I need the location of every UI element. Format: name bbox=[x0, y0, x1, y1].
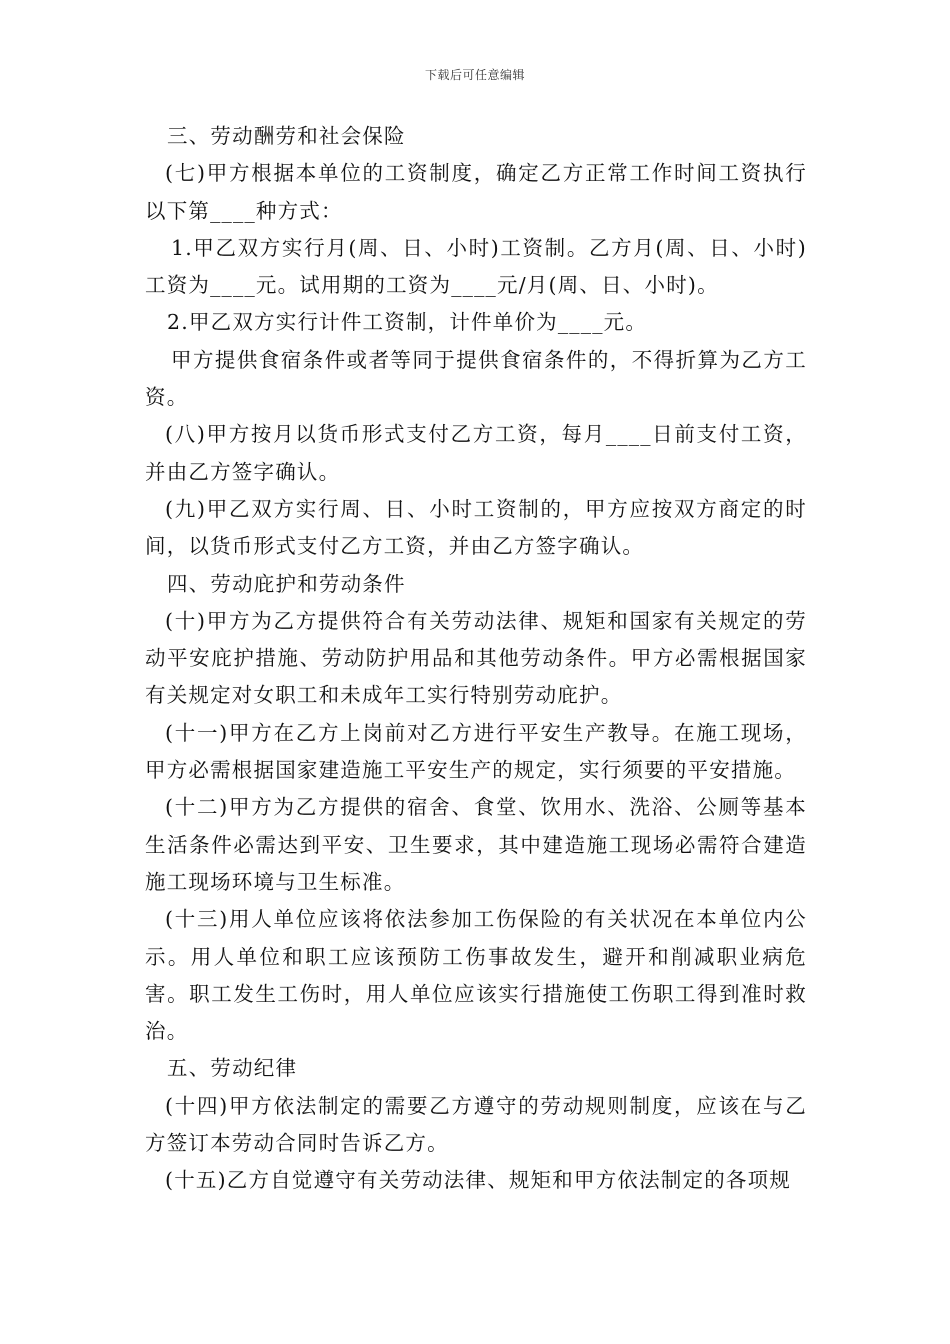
section-heading: 五、劳动纪律 bbox=[167, 1056, 298, 1081]
page-header: 下载后可任意编辑 bbox=[424, 68, 525, 82]
clause-paragraph: (十二)甲方为乙方提供的宿舍、食堂、饮用水、洗浴、公厕等基本生活条件必需达到平安、卫生要求，其中建造施工现场必需符合建造施工现场环境与卫生标准。 bbox=[145, 795, 807, 894]
clause-paragraph: (七)甲方根据本单位的工资制度，确定乙方正常工作时间工资执行以下第____种方式： bbox=[145, 161, 807, 223]
clause-paragraph: (十五)乙方自觉遵守有关劳动法律、规矩和甲方依法制定的各项规 bbox=[165, 1168, 791, 1193]
clause-paragraph: (十)甲方为乙方提供符合有关劳动法律、规矩和国家有关规定的劳动平安庇护措施、劳动防护用品和其他劳动条件。甲方必需根据国家有关规定对女职工和未成年工实行特别劳动庇护。 bbox=[145, 608, 807, 708]
clause-paragraph: 甲方提供食宿条件或者等同于提供食宿条件的，不得折算为乙方工资。 bbox=[145, 347, 807, 410]
clause-paragraph: 1.甲乙双方实行月(周、日、小时)工资制。乙方月(周、日、小时)工资为____元。试用期的工资为____元/月(周、日、小时)。 bbox=[145, 235, 807, 298]
clause-paragraph: 2.甲乙双方实行计件工资制，计件单价为____元。 bbox=[167, 310, 648, 335]
section-heading: 四、劳动庇护和劳动条件 bbox=[167, 571, 406, 596]
clause-paragraph: (十一)甲方在乙方上岗前对乙方进行平安生产教导。在施工现场，甲方必需根据国家建造施工平安生产的规定，实行须要的平安措施。 bbox=[145, 720, 807, 783]
clause-paragraph: (八)甲方按月以货币形式支付乙方工资，每月____日前支付工资，并由乙方签字确认。 bbox=[145, 422, 807, 484]
document-body bbox=[145, 118, 807, 1200]
clause-paragraph: (九)甲乙双方实行周、日、小时工资制的，甲方应按双方商定的时间，以货币形式支付乙方工资，并由乙方签字确认。 bbox=[145, 496, 807, 559]
clause-paragraph: (十三)用人单位应该将依法参加工伤保险的有关状况在本单位内公示。用人单位和职工应该预防工伤事故发生，避开和削减职业病危害。职工发生工伤时，用人单位应该实行措施使工伤职工得到准时救治。 bbox=[145, 907, 807, 1044]
clause-paragraph: (十四)甲方依法制定的需要乙方遵守的劳动规则制度，应该在与乙方签订本劳动合同时告诉乙方。 bbox=[145, 1093, 807, 1156]
section-heading: 三、劳动酬劳和社会保险 bbox=[167, 124, 406, 148]
